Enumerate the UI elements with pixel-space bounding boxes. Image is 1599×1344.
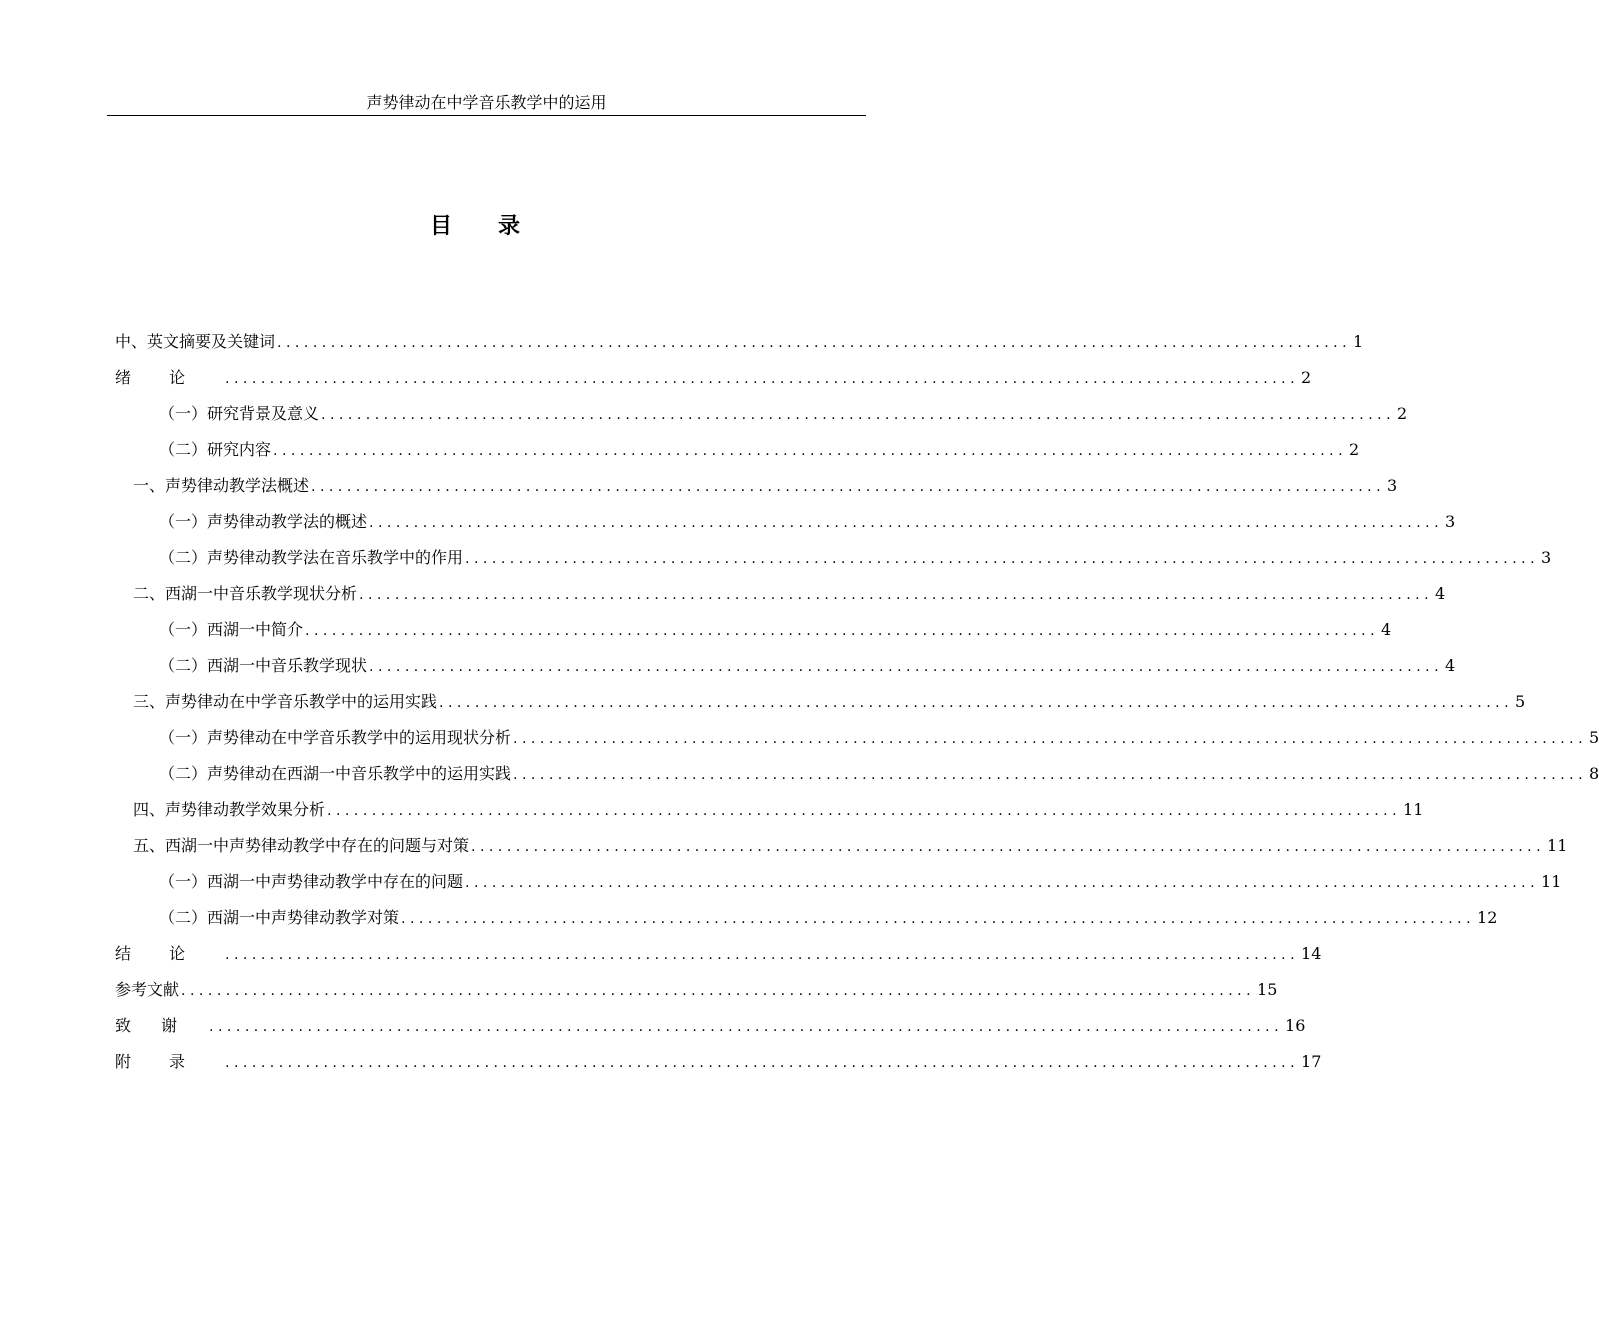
toc-entry-page: 1 [1353,332,1364,351]
toc-entry-3-2[interactable] [159,756,1599,792]
toc-entry-leader: ........................................................................................................................ [465,551,1540,567]
toc-entry-leader: ........................................................................................................................ [369,659,1444,675]
toc-entry-references[interactable] [115,972,1278,1008]
toc-entry-leader: ........................................................................................................................ [273,443,1348,459]
toc-entry-page: 11 [1541,872,1562,891]
toc-entry-label: 参考文献 [115,980,180,999]
toc-entry-leader: ........................................................................................................................ [513,731,1588,747]
toc-entry-introduction[interactable] [115,360,1312,396]
toc-entry-label: （一）西湖一中简介 [159,620,304,639]
toc-entry-label: （二）西湖一中音乐教学现状 [159,656,368,675]
toc-entry-abstract[interactable] [115,324,1364,360]
toc-entry-leader: ........................................................................................................................ [321,407,1396,423]
toc-title-char-1: 目 [429,214,452,239]
toc-entry-label: 致谢 [115,1016,208,1035]
toc-entry-1-1[interactable] [159,504,1456,540]
toc-entry-label: 附录 [115,1052,224,1071]
toc-entry-label: 二、西湖一中音乐教学现状分析 [133,584,358,603]
toc-entry-leader: ........................................................................................................................ [311,479,1386,495]
toc-entry-label: （二）声势律动教学法在音乐教学中的作用 [159,548,464,567]
toc-entry-page: 8 [1589,764,1599,783]
toc-entry-label: 绪论 [115,368,224,387]
toc-title-char-2: 录 [498,214,521,239]
toc-entry-2-2[interactable] [159,648,1456,684]
toc-entry-acknowledgements[interactable] [115,1008,1306,1044]
toc-entry-background[interactable] [159,396,1408,432]
toc-entry-label: 一、声势律动教学法概述 [133,476,310,495]
toc-entry-3-1[interactable] [159,720,1599,756]
toc-entry-label: （一）西湖一中声势律动教学中存在的问题 [159,872,464,891]
toc-entry-leader: ........................................................................................................................ [225,371,1300,387]
toc-entry-research-content[interactable] [159,432,1360,468]
toc-entry-label: 结论 [115,944,224,963]
toc-entry-conclusion[interactable] [115,936,1322,972]
toc-entry-leader: ........................................................................................................................ [181,983,1256,999]
toc-entry-page: 15 [1257,980,1278,999]
toc-entry-5-2[interactable] [159,900,1498,936]
toc-entry-chapter-5[interactable] [133,828,1568,864]
header-rule [107,115,866,116]
toc-entry-leader: ........................................................................................................................ [359,587,1434,603]
toc-entry-page: 4 [1435,584,1446,603]
toc-entry-leader: ........................................................................................................................ [277,335,1352,351]
toc-entry-chapter-1[interactable] [133,468,1398,504]
toc-entry-page: 3 [1541,548,1552,567]
toc-entry-label: （二）声势律动在西湖一中音乐教学中的运用实践 [159,764,512,783]
toc-entry-label: （二）西湖一中声势律动教学对策 [159,908,400,927]
toc-entry-page: 4 [1445,656,1456,675]
toc-entry-5-1[interactable] [159,864,1562,900]
toc-title [0,211,950,243]
toc-entry-label: 五、西湖一中声势律动教学中存在的问题与对策 [133,836,470,855]
toc-entry-leader: ........................................................................................................................ [401,911,1476,927]
toc-entry-page: 4 [1381,620,1392,639]
toc-entry-label: 三、声势律动在中学音乐教学中的运用实践 [133,692,438,711]
toc-entry-page: 5 [1515,692,1526,711]
toc-entry-1-2[interactable] [159,540,1552,576]
toc-entry-page: 3 [1445,512,1456,531]
toc-entry-page: 17 [1301,1052,1322,1071]
toc-entry-chapter-2[interactable] [133,576,1446,612]
toc-entry-page: 12 [1477,908,1498,927]
toc-entry-chapter-4[interactable] [133,792,1424,828]
toc-entry-leader: ........................................................................................................................ [225,1055,1300,1071]
toc-entry-leader: ........................................................................................................................ [465,875,1540,891]
toc-entry-label: 四、声势律动教学效果分析 [133,800,326,819]
toc-entry-2-1[interactable] [159,612,1392,648]
toc-entry-leader: ........................................................................................................................ [513,767,1588,783]
toc-entry-leader: ........................................................................................................................ [471,839,1546,855]
toc-entry-label: 中、英文摘要及关键词 [115,332,276,351]
toc-entry-page: 11 [1547,836,1568,855]
toc-entry-leader: ........................................................................................................................ [225,947,1300,963]
toc-entry-page: 16 [1285,1016,1306,1035]
toc-entry-page: 3 [1387,476,1398,495]
toc-entry-leader: ........................................................................................................................ [327,803,1402,819]
toc-entry-leader: ........................................................................................................................ [439,695,1514,711]
toc-entry-page: 2 [1301,368,1312,387]
toc-entry-label: （一）研究背景及意义 [159,404,320,423]
toc-entry-chapter-3[interactable] [133,684,1526,720]
toc-entry-leader: ........................................................................................................................ [305,623,1380,639]
toc-entry-label: （一）声势律动在中学音乐教学中的运用现状分析 [159,728,512,747]
toc-entry-page: 2 [1349,440,1360,459]
toc-entry-leader: ........................................................................................................................ [369,515,1444,531]
toc-entry-page: 11 [1403,800,1424,819]
toc-entry-page: 14 [1301,944,1322,963]
toc-entry-label: （一）声势律动教学法的概述 [159,512,368,531]
toc-entry-leader: ........................................................................................................................ [209,1019,1284,1035]
running-header: 声势律动在中学音乐教学中的运用 [366,93,607,112]
toc-entry-label: （二）研究内容 [159,440,272,459]
toc-entry-appendix[interactable] [115,1044,1322,1080]
toc-entry-page: 5 [1589,728,1599,747]
toc-entry-page: 2 [1397,404,1408,423]
